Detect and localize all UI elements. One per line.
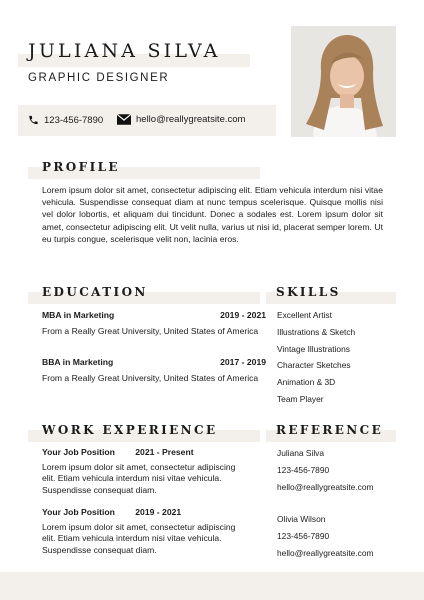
- envelope-icon: [117, 114, 131, 125]
- work-description: Lorem ipsum dolor sit amet, consectetur adipiscing elit. Etiam vehicula interdum nisi vitae vehicula. Suspendisse consequat diam.: [42, 461, 236, 495]
- reference-phone: 123-456-7890: [277, 530, 330, 541]
- reference-email: hello@reallygreatsite.com: [277, 547, 374, 558]
- email-address: hello@reallygreatsite.com: [136, 114, 246, 125]
- reference-heading: REFERENCE: [276, 423, 384, 437]
- skill-item: Illustrations & Sketch: [277, 326, 356, 337]
- work-years: 2019 - 2021: [135, 507, 182, 517]
- reference-item: [277, 445, 373, 495]
- work-item: [42, 447, 247, 496]
- education-years: 2019 - 2021: [220, 310, 266, 320]
- job-title: GRAPHIC DESIGNER: [28, 72, 170, 84]
- skill-item: Animation & 3D: [277, 377, 336, 388]
- reference-item: [277, 511, 373, 561]
- full-name: JULIANA SILVA: [28, 40, 221, 62]
- skill-item: Team Player: [277, 393, 324, 404]
- work-heading: WORK EXPERIENCE: [42, 423, 218, 437]
- work-item: [42, 507, 247, 556]
- phone-icon: [28, 114, 39, 126]
- work-description: Lorem ipsum dolor sit amet, consectetur adipiscing elit. Etiam vehicula interdum nisi vitae vehicula. Suspendisse consequat diam.: [42, 521, 236, 555]
- reference-name: Olivia Wilson: [277, 514, 326, 524]
- reference-phone: 123-456-7890: [277, 464, 330, 475]
- work-position: Your Job Position: [42, 447, 115, 457]
- phone-number: 123-456-7890: [44, 114, 104, 126]
- skill-item: Excellent Artist: [277, 310, 332, 320]
- work-position: Your Job Position: [42, 507, 115, 517]
- education-school: From a Really Great University, United States of America: [42, 372, 259, 383]
- education-degree: BBA in Marketing: [42, 357, 114, 367]
- reference-email: hello@reallygreatsite.com: [277, 481, 374, 492]
- contact-phone: [28, 114, 103, 126]
- reference-name: Juliana Silva: [277, 448, 325, 458]
- profile-photo: [291, 26, 396, 137]
- education-school: From a Really Great University, United States of America: [42, 325, 259, 336]
- skills-list: [277, 307, 355, 408]
- work-years: 2021 - Present: [135, 447, 194, 457]
- education-years: 2017 - 2019: [220, 357, 266, 367]
- skill-item: Character Sketches: [277, 360, 351, 371]
- contact-email: [117, 114, 245, 125]
- skill-item: Vintage Illustrations: [277, 343, 350, 354]
- profile-heading: PROFILE: [42, 160, 120, 174]
- footer-band: [0, 572, 424, 600]
- education-item: [42, 310, 266, 337]
- skills-heading: SKILLS: [276, 285, 341, 299]
- education-item: [42, 357, 266, 384]
- education-degree: MBA in Marketing: [42, 310, 115, 320]
- education-heading: EDUCATION: [42, 285, 148, 299]
- profile-text: Lorem ipsum dolor sit amet, consectetur adipiscing elit. Etiam vehicula interdum nisi vitae vehicula. Suspendisse consequat diam at nunc tempus scelerisque. Quisque mollis nisi vel dolor lobortis, et aliquam dui tincidunt. Donec a sodales est. Lorem ipsum dolor sit amet, consectetur adipiscing elit. Ut velit nulla, varius ut nisi id, placerat semper lorem. Ut eu turpis congue, scelerisque velit non, lacinia eros.: [42, 185, 383, 244]
